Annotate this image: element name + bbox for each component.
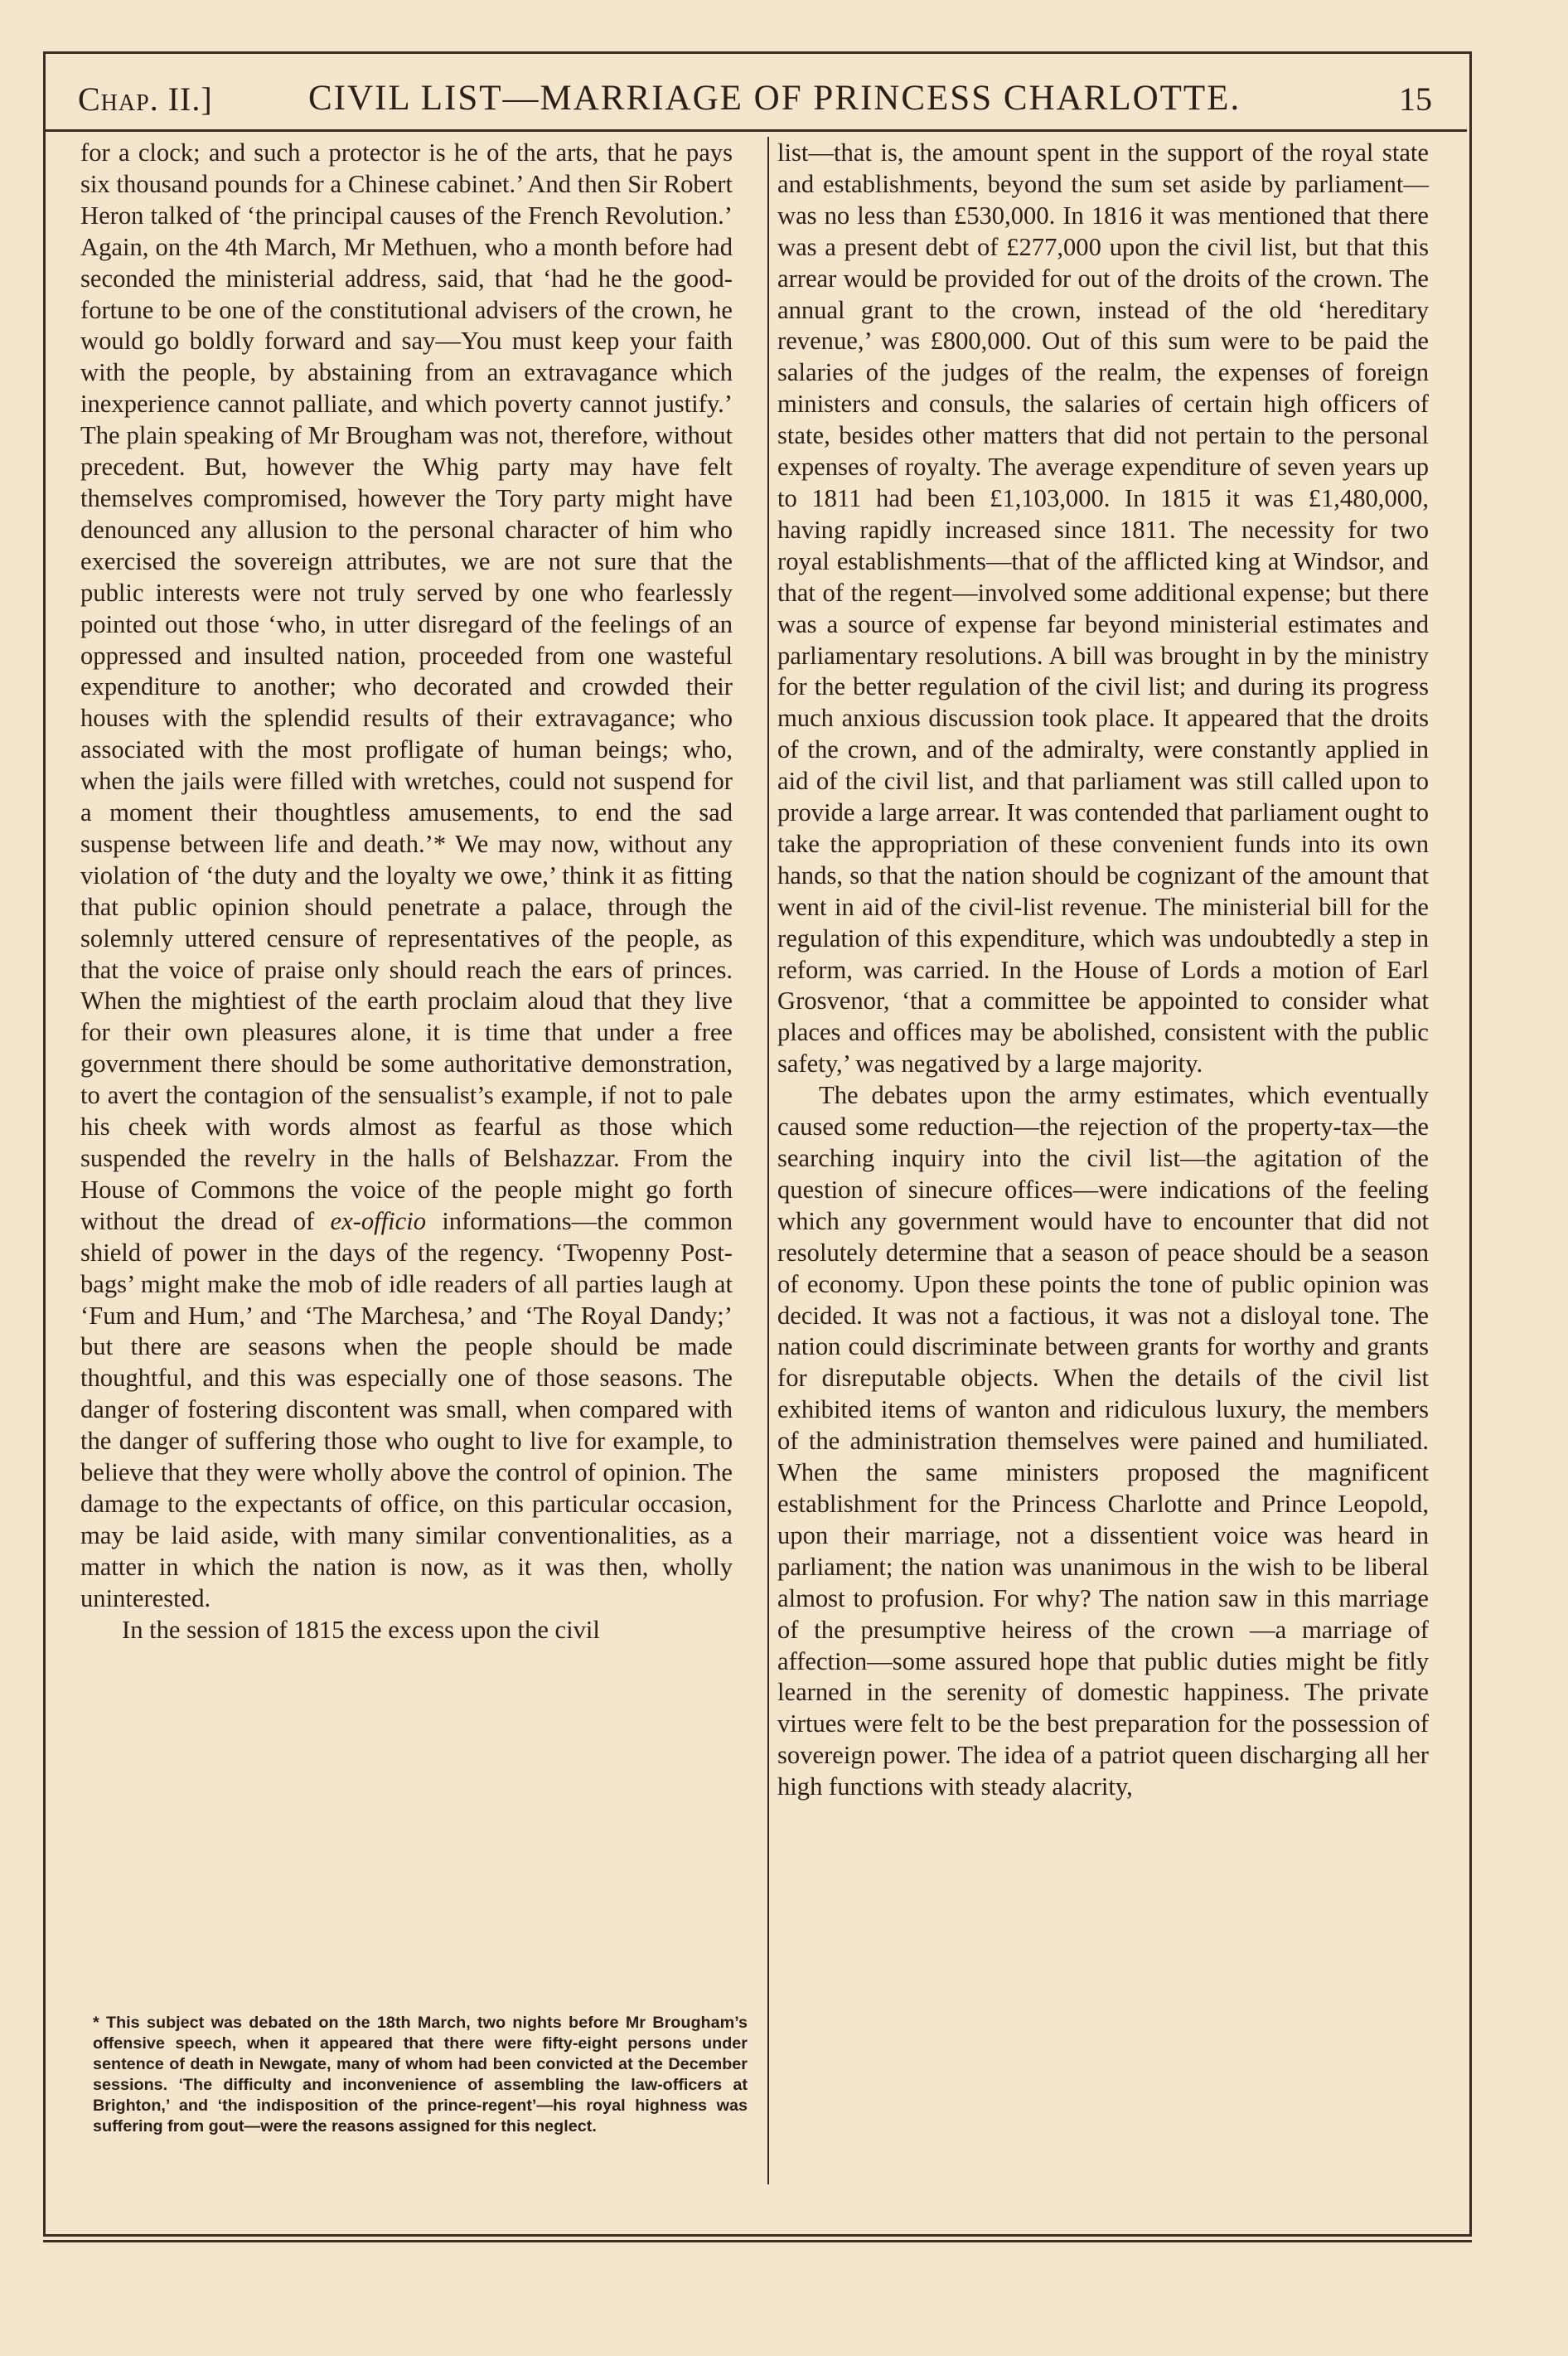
right-paragraph-2: The debates upon the army estimates, which eventually caused some reduction—the rejection of the property-tax—the searching inquiry into the civil list—the agitation of the question of sinecure offices—were indications of the feeling which any government would have to encounter that did not resolutely determine that a season of peace should be a season of economy. Upon these points the tone of public opinion was decided. It was not a factious, it was not a disloyal tone. The nation could discriminate between grants for worthy and grants for disreputable objects. When the details of the civil list exhibited items of wanton and ridiculous luxury, the members of the administration themselves were pained and humiliated. When the same ministers proposed the magnificent establishment for the Princess Charlotte and Prince Leopold, upon their marriage, not a dissentient voice was heard in parliament; the nation was unanimous in the wish to be liberal almost to profusion. For why? The nation saw in this marriage of the presumptive heiress of the crown —a marriage of affection—some assured hope that public duties might be fitly learned in the serenity of domestic happiness. The private virtues were felt to be the best preparation for the possession of sovereign power. The idea of a patriot queen discharging all her high functions with steady alacrity, (777, 1081, 1429, 1801)
header-rule (43, 129, 1467, 132)
right-column (777, 138, 1429, 1803)
page-number: 15 (1399, 80, 1432, 118)
running-header (43, 51, 1467, 134)
italic-term: ex-officio (330, 1206, 427, 1235)
left-column (80, 138, 733, 1646)
footnote: * This subject was debated on the 18th March, two nights before Mr Brougham’s offensive speech, when it appeared that there were fifty-eight persons under sentence of death in Newgate, many of whom had been convicted at the December sessions. ‘The difficulty and inconvenience of assembling the law-officers at Brighton,’ and ‘the indisposition of the prince-regent’—his royal highness was suffering from gout—were the reasons assigned for this neglect. (93, 2014, 748, 2135)
left-paragraph-1 (80, 138, 733, 1615)
column-divider (767, 137, 769, 2184)
chapter-label: Chap. II.] (78, 80, 213, 118)
left-paragraph-1-text: for a clock; and such a protector is he of the arts, that he pays six thousand pounds for a Chinese cabinet.’ And then Sir Robert Heron talked of ‘the principal causes of the French Revolution.’ Again, on the 4th March, Mr Methuen, who a month before had seconded the ministerial address, said, that ‘had he the good-fortune to be one of the constitutional advisers of the crown, he would go boldly forward and say—You must keep your faith with the people, by abstaining from an extravagance which inexperience cannot palliate, and which poverty cannot justify.’ The plain speaking of Mr Brougham was not, therefore, without precedent. But, however the Whig party may have felt themselves compromised, however the Tory party might have denounced any allusion to the personal character of him who exercised the sovereign attributes, we are not sure that the public interests were not truly served by one who fearlessly pointed out those ‘who, in utter disregard of the feelings of an oppressed and insulted nation, proceeded from one wasteful expenditure to another; who decorated and crowded their houses with the splendid results of their extravagance; who associated with the most profligate of human beings; who, when the jails were filled with wretches, could not suspend for a moment their thoughtless amusements, to end the sad suspense between life and death.’* We may now, without any violation of ‘the duty and the loyalty we owe,’ think it as fitting that public opinion should penetrate a palace, through the solemnly uttered censure of representatives of the people, as that the voice of praise only should reach the ears of princes. When the mightiest of the earth proclaim aloud that they live for their own pleasures alone, it is time that under a free government there should be some authoritative demonstration, to avert the contagion of the sensualist’s example, if not to pale his cheek with words almost as fearful as those which suspended the revelry in the halls of Belshazzar. From the House of Commons the voice of the people might go forth without the dread of (80, 138, 733, 1235)
page-title: CIVIL LIST—MARRIAGE OF PRINCESS CHARLOTTE. (308, 79, 1241, 118)
left-paragraph-2: In the session of 1815 the excess upon the civil (122, 1615, 600, 1644)
right-paragraph-1: list—that is, the amount spent in the support of the royal state and establishments, beyond the sum set aside by parliament—was no less than £530,000. In 1816 it was mentioned that there was a present debt of £277,000 upon the civil list, but that this arrear would be provided for out of the droits of the crown. The annual grant to the crown, instead of the old ‘hereditary revenue,’ was £800,000. Out of this sum were to be paid the salaries of the judges of the realm, the expenses of foreign ministers and consuls, the salaries of certain high officers of state, besides other matters that did not pertain to the personal expenses of royalty. The average expenditure of seven years up to 1811 had been £1,103,000. In 1815 it was £1,480,000, having rapidly increased since 1811. The necessity for two royal establishments—that of the afflicted king at Windsor, and that of the regent—involved some additional expense; but there was a source of expense far beyond ministerial estimates and parliamentary resolutions. A bill was brought in by the ministry for the better regulation of the civil list; and during its progress much anxious discussion took place. It appeared that the droits of the crown, and of the admiralty, were constantly applied in aid of the civil list, and that parliament was still called upon to provide a large arrear. It was contended that parliament ought to take the appropriation of these convenient funds into its own hands, so that the nation should be cognizant of the amount that went in aid of the civil-list revenue. The ministerial bill for the regulation of this expenditure, which was undoubtedly a step in reform, was carried. In the House of Lords a motion of Earl Grosvenor, ‘that a committee be appointed to consider what places and offices may be abolished, consistent with the public safety,’ was negatived by a large majority. (777, 138, 1429, 1079)
left-paragraph-1-end: informations—the common shield of power in the days of the regency. ‘Twopenny Post-bags’ might make the mob of idle readers of all parties laugh at ‘Fum and Hum,’ and ‘The Marchesa,’ and ‘The Royal Dandy;’ but there are seasons when the people should be made thoughtful, and this was especially one of those seasons. The danger of fostering discontent was small, when compared with the danger of suffering those who ought to live for example, to believe that they were wholly above the control of opinion. The damage to the expectants of office, on this particular occasion, may be laid aside, with many similar conventionalities, as a matter in which the nation is now, as it was then, wholly uninterested. (80, 1206, 733, 1612)
bottom-rule (43, 2240, 1472, 2242)
